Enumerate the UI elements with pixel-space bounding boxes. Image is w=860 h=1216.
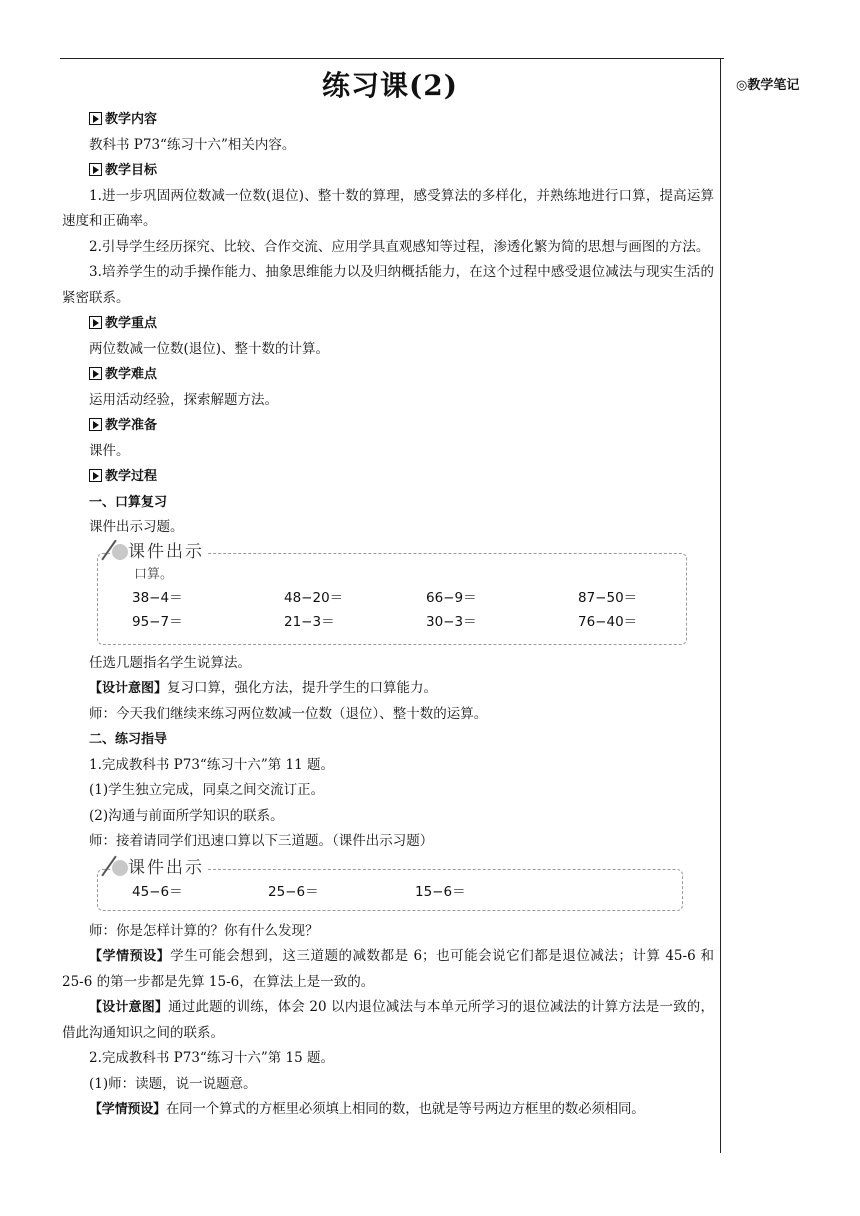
key-text: 两位数减一位数(退位)、整十数的计算。: [89, 340, 330, 357]
design-intent-2: 【设计意图】通过此题的训练，体会 20 以内退位减法与本单元所学习的退位减法的计算方法是一致的，借此沟通知识之间的联系。: [62, 999, 714, 1041]
play-icon: [89, 418, 102, 431]
part2-line-3: (2)沟通与前面所学知识的联系。: [89, 807, 284, 824]
play-icon: [89, 316, 102, 329]
part2-line-5: 师：你是怎样计算的？你有什么发现？: [89, 922, 319, 939]
goal-2: 2.引导学生经历探究、比较、合作交流、应用学具直观感知等过程，渗透化繁为简的思想与画图的方法。: [89, 238, 710, 255]
exercise: 30−3＝: [426, 613, 477, 630]
part2-line-6: 2.完成教科书 P73“练习十六”第 15 题。: [89, 1050, 334, 1066]
play-icon: [89, 469, 102, 482]
goal-1: 1.进一步巩固两位数减一位数(退位)、整十数的算理，感受算法的多样化，并熟练地进行口算，提高运算速度和正确率。: [62, 187, 714, 229]
exercise: 15−6＝: [415, 883, 466, 900]
goal-3: 3.培养学生的动手操作能力、抽象思维能力以及归纳概括能力，在这个过程中感受退位减法与现实生活的紧密联系。: [62, 264, 714, 306]
part2-line-1: 1.完成教科书 P73“练习十六”第 11 题。: [89, 756, 334, 773]
design-intent-1: 【设计意图】复习口算，强化方法，提升学生的口算能力。: [89, 680, 438, 696]
leaf-icon: [112, 544, 128, 560]
teacher-line: 师：今天我们继续来练习两位数减一位数（退位）、整十数的运算。: [89, 705, 488, 722]
part1-after: 任选几题指名学生说算法。: [89, 654, 251, 671]
heading-preparation: 教学准备: [62, 413, 714, 439]
part2-line-2: (1)学生独立完成，同桌之间交流订正。: [89, 782, 325, 798]
courseware-box-1: [97, 541, 687, 645]
part2-line-7: (1)师：读题，说一说题意。: [89, 1075, 257, 1092]
heading-key-points: 教学重点: [62, 311, 714, 337]
play-icon: [89, 163, 102, 176]
difficulty-text: 运用活动经验，探索解题方法。: [89, 391, 278, 408]
box-subtitle: 口算。: [134, 566, 174, 582]
play-icon: [89, 112, 102, 125]
exercise: 38−4＝: [132, 589, 183, 606]
part1-heading: 一、口算复习: [89, 494, 168, 510]
content-text: 教科书 P73“练习十六”相关内容。: [89, 136, 296, 153]
lesson-content: [62, 107, 714, 1123]
top-rule: [60, 58, 724, 59]
exercise-row: [98, 610, 686, 634]
exercise: 76−40＝: [578, 613, 638, 630]
heading-goals: 教学目标: [62, 158, 714, 184]
exercise: 95−7＝: [132, 613, 183, 630]
preset-1: 【学情预设】学生可能会想到，这三道题的减数都是 6；也可能会说它们都是退位减法；计算 45-6 和 25-6 的第一步都是先算 15-6，在算法上是一致的。: [62, 948, 714, 990]
heading-process: 教学过程: [62, 464, 714, 490]
exercise: 48−20＝: [284, 589, 344, 606]
part1-intro: 课件出示习题。: [89, 519, 184, 535]
heading-content: 教学内容: [62, 107, 714, 133]
exercise: 87−50＝: [578, 589, 638, 606]
exercise: 21−3＝: [284, 613, 335, 630]
notes-label: ◎教学笔记: [736, 78, 800, 93]
heading-difficulties: 教学难点: [62, 362, 714, 388]
courseware-box-2: [97, 857, 683, 911]
courseware-tag: 课件出示: [110, 540, 208, 566]
exercise: 66−9＝: [426, 589, 477, 606]
exercise: 25−6＝: [268, 883, 319, 900]
notes-divider: [720, 58, 721, 1153]
part2-heading: 二、练习指导: [89, 732, 168, 747]
preset-2: 【学情预设】在同一个算式的方框里必须填上相同的数，也就是等号两边方框里的数必须相同。: [89, 1101, 645, 1117]
courseware-tag: 课件出示: [110, 856, 208, 882]
exercise: 45−6＝: [132, 883, 183, 900]
leaf-icon: [112, 860, 128, 876]
part2-line-4: 师：接着请同学们迅速口算以下三道题。（课件出示习题）: [89, 833, 434, 849]
prep-text: 课件。: [89, 442, 130, 459]
page-title: 练习课(2): [322, 69, 458, 102]
exercise-row: [98, 586, 686, 610]
play-icon: [89, 367, 102, 380]
